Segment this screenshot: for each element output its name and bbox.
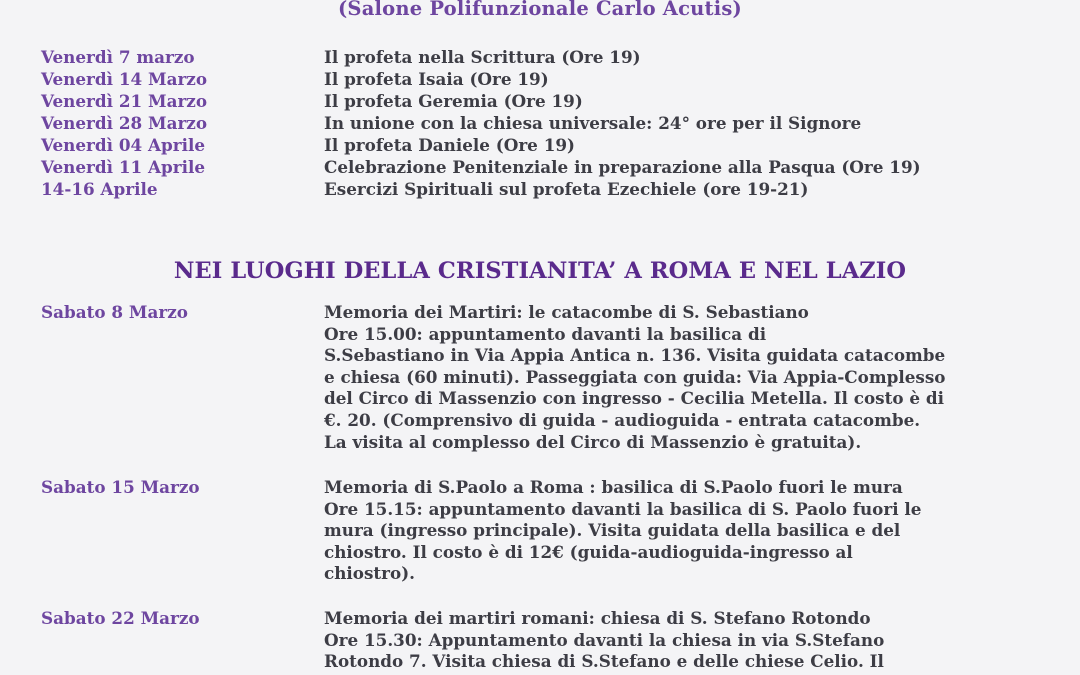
schedule-description: Esercizi Spirituali sul profeta Ezechiele (ore 19-21) — [324, 179, 809, 199]
event-date: Sabato 15 Marzo — [41, 477, 200, 497]
schedule-row — [0, 178, 1080, 200]
venue-subtitle: (Salone Polifunzionale Carlo Acutis) — [338, 0, 742, 20]
schedule-description: In unione con la chiesa universale: 24° ore per il Signore — [324, 113, 862, 133]
schedule-date: Venerdì 28 Marzo — [41, 113, 208, 133]
event-line: mura (ingresso principale). Visita guidata della basilica e del — [324, 520, 901, 541]
event-line: del Circo di Massenzio con ingresso - Cecilia Metella. Il costo è di — [324, 388, 945, 409]
schedule-row — [0, 90, 1080, 112]
event-line: Ore 15.15: appuntamento davanti la basilica di S. Paolo fuori le — [324, 498, 922, 519]
schedule-row — [0, 46, 1080, 68]
schedule-row — [0, 68, 1080, 90]
event-description — [324, 302, 1064, 453]
event-line: Memoria di S.Paolo a Roma : basilica di S.Paolo fuori le mura — [324, 477, 903, 497]
section-heading: NEI LUOGHI DELLA CRISTIANITA’ A ROMA E NEL LAZIO — [173, 258, 907, 284]
schedule-row — [0, 134, 1080, 156]
schedule-description: Celebrazione Penitenziale in preparazione alla Pasqua (Ore 19) — [324, 157, 921, 177]
event-line: chiostro). — [324, 563, 416, 584]
event-date: Sabato 22 Marzo — [41, 608, 200, 628]
schedule-description: Il profeta nella Scrittura (Ore 19) — [324, 47, 641, 67]
schedule-date: Venerdì 11 Aprile — [41, 157, 206, 177]
event-date: Sabato 8 Marzo — [41, 302, 188, 322]
schedule-description: Il profeta Daniele (Ore 19) — [324, 135, 575, 155]
event-line: La visita al complesso del Circo di Massenzio è gratuita). — [324, 431, 862, 452]
schedule-date: Venerdì 14 Marzo — [41, 69, 208, 89]
event-line: chiostro. Il costo è di 12€ (guida-audioguida-ingresso al — [324, 541, 853, 562]
event-line: e chiesa (60 minuti). Passeggiata con guida: Via Appia-Complesso — [324, 366, 946, 387]
event-line: Memoria dei Martiri: le catacombe di S. Sebastiano — [324, 302, 809, 322]
event-description — [324, 477, 1064, 585]
event-line: €. 20. (Comprensivo di guida - audioguida - entrata catacombe. — [324, 409, 921, 430]
schedule-description: Il profeta Isaia (Ore 19) — [324, 69, 549, 89]
schedule-date: Venerdì 7 marzo — [41, 47, 195, 67]
event-line: Memoria dei martiri romani: chiesa di S. Stefano Rotondo — [324, 608, 871, 628]
schedule-description: Il profeta Geremia (Ore 19) — [324, 91, 583, 111]
schedule-row — [0, 156, 1080, 178]
schedule-date: Venerdì 21 Marzo — [41, 91, 208, 111]
event-description — [324, 608, 1064, 673]
schedule-date: Venerdì 04 Aprile — [41, 135, 206, 155]
event-line: Ore 15.00: appuntamento davanti la basilica di — [324, 323, 767, 344]
schedule-row — [0, 112, 1080, 134]
event-line: Rotondo 7. Visita chiesa di S.Stefano e delle chiese Celio. Il — [324, 651, 884, 672]
event-line: S.Sebastiano in Via Appia Antica n. 136. Visita guidata catacombe — [324, 345, 946, 366]
schedule-date: 14-16 Aprile — [41, 179, 158, 199]
event-line: Ore 15.30: Appuntamento davanti la chiesa in via S.Stefano — [324, 629, 885, 650]
